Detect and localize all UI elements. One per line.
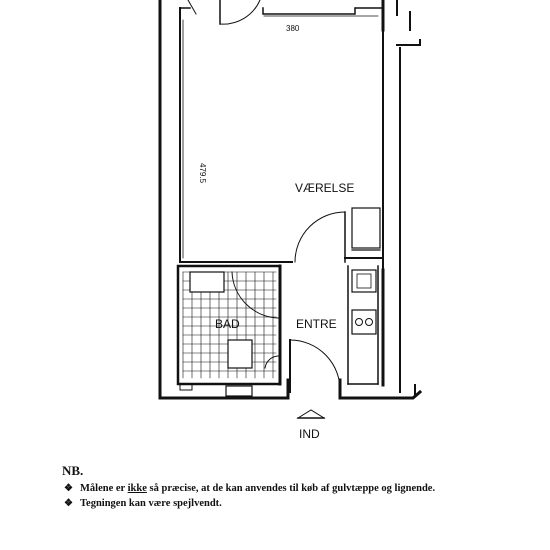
- note-line-1-start: Målene er: [80, 483, 128, 494]
- note-line-2: [64, 496, 532, 511]
- note-line-1-end: så præcise, at de kan anvendes til køb af gulvtæppe og lignende.: [146, 483, 436, 494]
- room-label-vaerelse: VÆRELSE: [295, 181, 355, 195]
- length-dimension: 479.5: [198, 163, 207, 184]
- note-line-1: [64, 481, 532, 496]
- entrance-label: IND: [299, 427, 320, 441]
- kitchenette: [348, 266, 378, 384]
- width-dimension: 380: [286, 24, 300, 33]
- outer-walls: [160, 0, 420, 398]
- notes-heading: NB.: [62, 463, 84, 478]
- bullet-icon: ❖: [64, 498, 73, 509]
- entrance-door: [288, 340, 340, 398]
- dimension-lines: [183, 16, 378, 258]
- room-label-entre: ENTRE: [296, 317, 337, 331]
- note-line-1-emphasis: ikke: [127, 483, 147, 494]
- note-line-2-text: Tegningen kan være spejlvendt.: [80, 498, 222, 509]
- room-door: [295, 212, 345, 262]
- room-label-bad: BAD: [215, 317, 240, 331]
- bathroom: [178, 266, 280, 396]
- entrance-arrow-icon: [298, 410, 324, 418]
- bullet-icon: ❖: [64, 483, 73, 494]
- notes-section: [62, 463, 532, 511]
- wardrobe: [352, 208, 380, 250]
